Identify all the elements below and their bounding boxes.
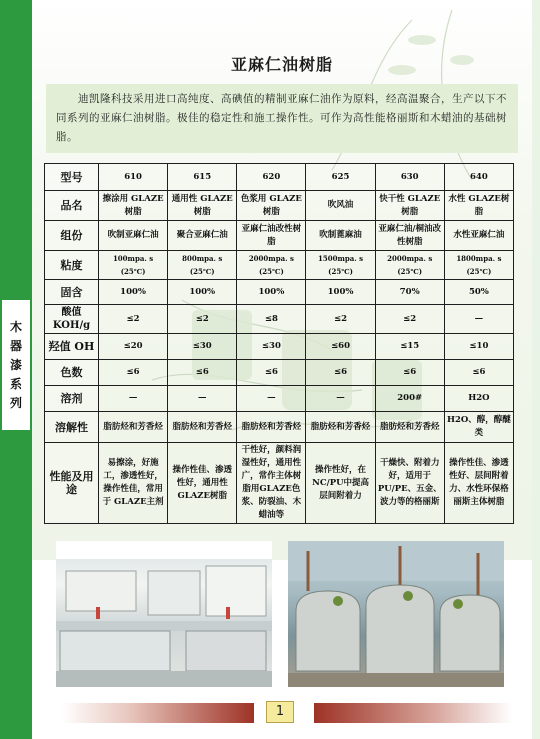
table-cell: 100% — [168, 280, 237, 305]
table-cell: 630 — [375, 164, 444, 191]
side-tab-char: 漆 — [9, 357, 22, 372]
table-cell: 100% — [306, 280, 375, 305]
table-cell: 625 — [306, 164, 375, 191]
table-cell: ≤60 — [306, 334, 375, 360]
table-cell: ≤20 — [99, 334, 168, 360]
table-cell: ≤6 — [306, 360, 375, 386]
table-cell: 70% — [375, 280, 444, 305]
page-number: 1 — [266, 701, 294, 723]
table-cell: ≤2 — [99, 305, 168, 334]
table-cell: ≤6 — [168, 360, 237, 386]
table-cell: 脂肪烃和芳香烃 — [168, 412, 237, 443]
row-header: 品名 — [45, 191, 99, 221]
table-row — [45, 443, 514, 524]
table-cell: 脂肪烃和芳香烃 — [375, 412, 444, 443]
row-header: 粘度 — [45, 251, 99, 280]
table-cell: 通用性 GLAZE树脂 — [168, 191, 237, 221]
table-row — [45, 251, 514, 280]
side-tab-char: 系 — [9, 376, 22, 391]
table-cell: 水性亚麻仁油 — [444, 221, 513, 251]
table-cell: ≤6 — [237, 360, 306, 386]
table-cell: 操作性佳、渗透性好，通用性GLAZE树脂 — [168, 443, 237, 524]
side-tab-char: 器 — [9, 338, 22, 353]
table-cell: 操作性佳、渗透性好、层间附着力、水性环保格丽斯主体树脂 — [444, 443, 513, 524]
product-spec-table — [44, 163, 514, 524]
table-cell: 吹制蓖麻油 — [306, 221, 375, 251]
side-tab-char: 木 — [9, 319, 22, 334]
table-row — [45, 191, 514, 221]
table-cell: ≤30 — [237, 334, 306, 360]
table-row — [45, 334, 514, 360]
row-header: 性能及用途 — [45, 443, 99, 524]
row-header: 溶剂 — [45, 386, 99, 412]
row-header: 羟值 OH — [45, 334, 99, 360]
table-cell: ≤10 — [444, 334, 513, 360]
table-cell: 2000mpa. s (25℃) — [375, 251, 444, 280]
table-row — [45, 412, 514, 443]
table-cell: ≤2 — [306, 305, 375, 334]
table-cell: 易擦涂，好施工，渗透性好，操作性佳，常用于 GLAZE主剂 — [99, 443, 168, 524]
table-cell: — — [168, 386, 237, 412]
row-header: 溶解性 — [45, 412, 99, 443]
table-cell: 色浆用 GLAZE树脂 — [237, 191, 306, 221]
table-cell: 脂肪烃和芳香烃 — [99, 412, 168, 443]
row-header: 组份 — [45, 221, 99, 251]
right-color-band — [532, 0, 540, 739]
table-cell: 干性好，颜料润湿性好，通用性广，常作主体树脂用GLAZE色浆、防裂油、木蜡油等 — [237, 443, 306, 524]
table-cell: — — [306, 386, 375, 412]
footer-decor-left — [62, 703, 254, 723]
table-cell: ≤2 — [168, 305, 237, 334]
side-tab-char: 列 — [9, 395, 22, 410]
page-title: 亚麻仁油树脂 — [230, 55, 333, 74]
table-cell: 620 — [237, 164, 306, 191]
table-cell: ≤6 — [99, 360, 168, 386]
table-cell: 615 — [168, 164, 237, 191]
table-cell: 100% — [99, 280, 168, 305]
table-cell: 操作性好，在NC/PU中提高层间附着力 — [306, 443, 375, 524]
row-header: 型号 — [45, 164, 99, 191]
table-cell: 100% — [237, 280, 306, 305]
table-row — [45, 164, 514, 191]
laboratory-photo — [56, 541, 272, 687]
table-cell: 干燥快、附着力好，适用于PU/PE、五金、波力等的格丽斯 — [375, 443, 444, 524]
table-cell: 1800mpa. s (25℃) — [444, 251, 513, 280]
table-cell: 吹制亚麻仁油 — [99, 221, 168, 251]
table-row — [45, 280, 514, 305]
table-cell: — — [444, 305, 513, 334]
row-header: 色数 — [45, 360, 99, 386]
table-cell: 亚麻仁油/桐油改性树脂 — [375, 221, 444, 251]
table-cell: ≤15 — [375, 334, 444, 360]
table-cell: 水性 GLAZE树脂 — [444, 191, 513, 221]
table-row — [45, 221, 514, 251]
table-cell: H2O — [444, 386, 513, 412]
table-cell: 亚麻仁油改性树脂 — [237, 221, 306, 251]
reactor-photo — [288, 541, 504, 687]
table-cell: H2O、醇，醇醚类 — [444, 412, 513, 443]
table-cell: 吹风油 — [306, 191, 375, 221]
table-cell: 擦涂用 GLAZE树脂 — [99, 191, 168, 221]
table-cell: ≤8 — [237, 305, 306, 334]
footer-decor-right — [314, 703, 512, 723]
table-cell: ≤2 — [375, 305, 444, 334]
table-cell: 快干性 GLAZE树脂 — [375, 191, 444, 221]
row-header: 酸值 KOH/g — [45, 305, 99, 334]
row-header: 固含 — [45, 280, 99, 305]
table-cell: 640 — [444, 164, 513, 191]
reactor-illustration — [288, 541, 504, 687]
table-cell: 脂肪烃和芳香烃 — [306, 412, 375, 443]
table-row — [45, 386, 514, 412]
intro-paragraph: 迪凯隆科技采用进口高纯度、高碘值的精制亚麻仁油作为原料，经高温聚合，生产以下不同系列的亚麻仁油树脂。极佳的稳定性和施工操作性。可作为高性能格丽斯和木蜡油的基础树脂。 — [46, 84, 518, 153]
table-cell: 脂肪烃和芳香烃 — [237, 412, 306, 443]
table-cell: 100mpa. s (25℃) — [99, 251, 168, 280]
table-cell: 50% — [444, 280, 513, 305]
table-cell: 800mpa. s (25℃) — [168, 251, 237, 280]
section-side-tab — [2, 300, 30, 430]
table-cell: 1500mpa. s (25℃) — [306, 251, 375, 280]
table-cell: 200# — [375, 386, 444, 412]
table-cell: ≤6 — [444, 360, 513, 386]
table-cell: ≤30 — [168, 334, 237, 360]
table-cell: 610 — [99, 164, 168, 191]
laboratory-illustration — [56, 541, 272, 687]
table-row — [45, 360, 514, 386]
table-cell: — — [99, 386, 168, 412]
table-cell: — — [237, 386, 306, 412]
table-cell: ≤6 — [375, 360, 444, 386]
table-cell: 2000mpa. s (25℃) — [237, 251, 306, 280]
table-cell: 聚合亚麻仁油 — [168, 221, 237, 251]
table-row — [45, 305, 514, 334]
